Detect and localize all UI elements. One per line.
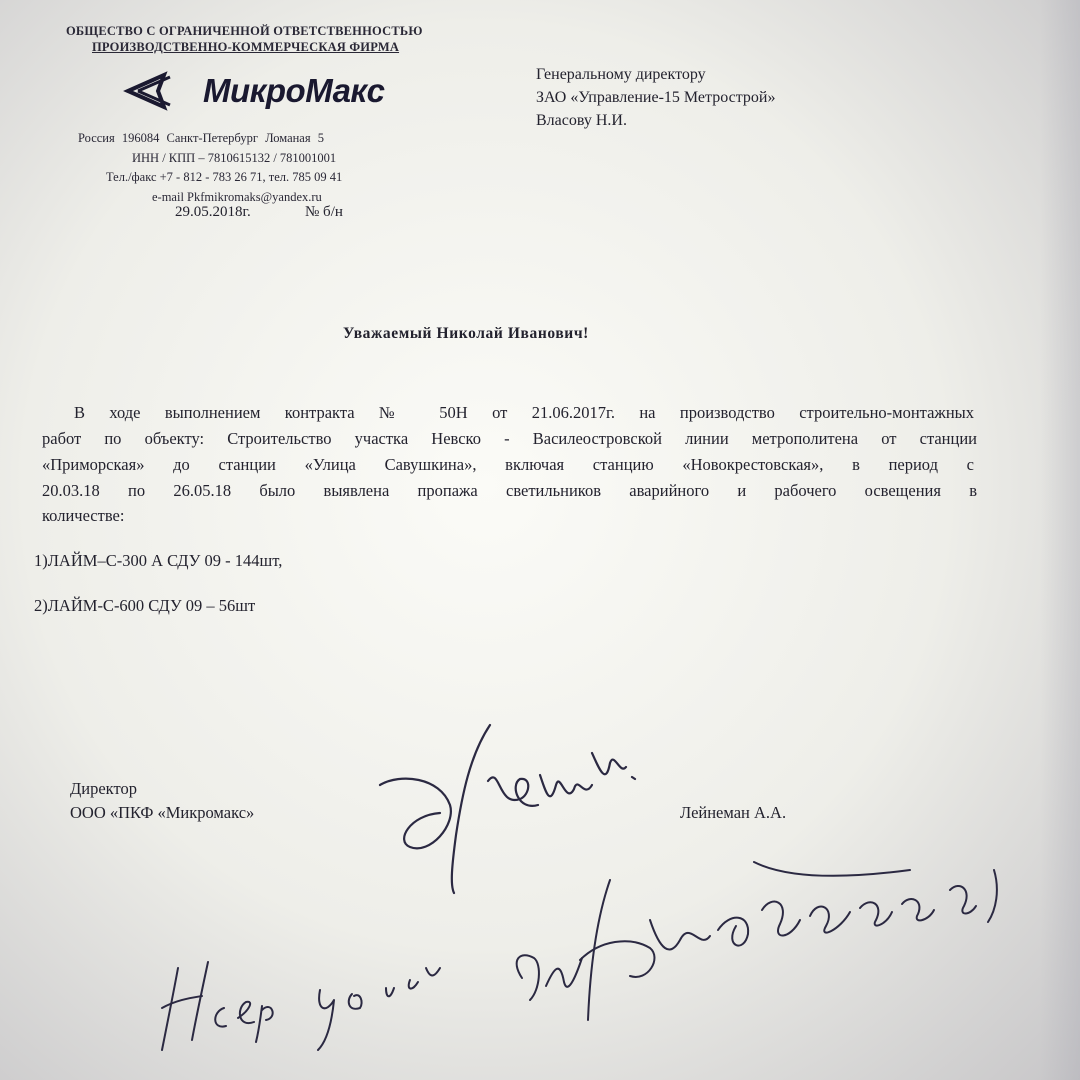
body-line-4: 20.03.18 по 26.05.18 было выявлена пропажа светильников аварийного и рабочего освещения в — [42, 481, 977, 500]
triangle-arrow-logo-icon — [124, 73, 174, 109]
signatory-position: Директор — [70, 779, 137, 798]
letter-date: 29.05.2018г. — [175, 204, 251, 220]
addressee-company: ЗАО «Управление-15 Метрострой» — [536, 89, 776, 106]
company-email: e-mail Pkfmikromaks@yandex.ru — [152, 190, 322, 204]
org-type-line: ПРОИЗВОДСТВЕННО-КОММЕРЧЕСКАЯ ФИРМА — [92, 40, 400, 54]
handwritten-note — [150, 850, 1050, 1070]
company-phone: Тел./факс +7 - 812 - 783 26 71, тел. 785 09 41 — [106, 170, 343, 184]
company-inn: ИНН / КПП – 7810615132 / 781001001 — [132, 151, 337, 165]
body-line-3: «Приморская» до станции «Улица Савушкина», включая станцию «Новокрестовская», в период с — [42, 455, 974, 474]
body-line-5: количестве: — [42, 506, 125, 525]
org-form-line: ОБЩЕСТВО С ОГРАНИЧЕННОЙ ОТВЕТСТВЕННОСТЬЮ — [66, 24, 423, 38]
addressee-title: Генеральному директору — [536, 66, 706, 83]
company-address: Россия 196084 Санкт-Петербург Ломаная 5 — [78, 131, 324, 145]
signatory-company: ООО «ПКФ «Микромакс» — [70, 803, 255, 822]
addressee-name: Власову Н.И. — [536, 112, 627, 129]
list-item: 1)ЛАЙМ–С-300 А СДУ 09 - 144шт, — [34, 551, 283, 570]
list-item: 2)ЛАЙМ-С-600 СДУ 09 – 56шт — [34, 596, 256, 615]
letter-greeting: Уважаемый Николай Иванович! — [343, 325, 589, 342]
letter-number: № б/н — [305, 204, 343, 220]
body-line-2: работ по объекту: Строительство участка Невско - Василеостровской линии метрополитена от станции — [42, 429, 977, 448]
body-line-1: В ходе выполнением контракта № 50Н от 21.06.2017г. на производство строительно-монтажных — [74, 403, 974, 422]
company-logo-text: МикроМакс — [203, 72, 385, 109]
signatory-name: Лейнеман А.А. — [680, 803, 787, 822]
